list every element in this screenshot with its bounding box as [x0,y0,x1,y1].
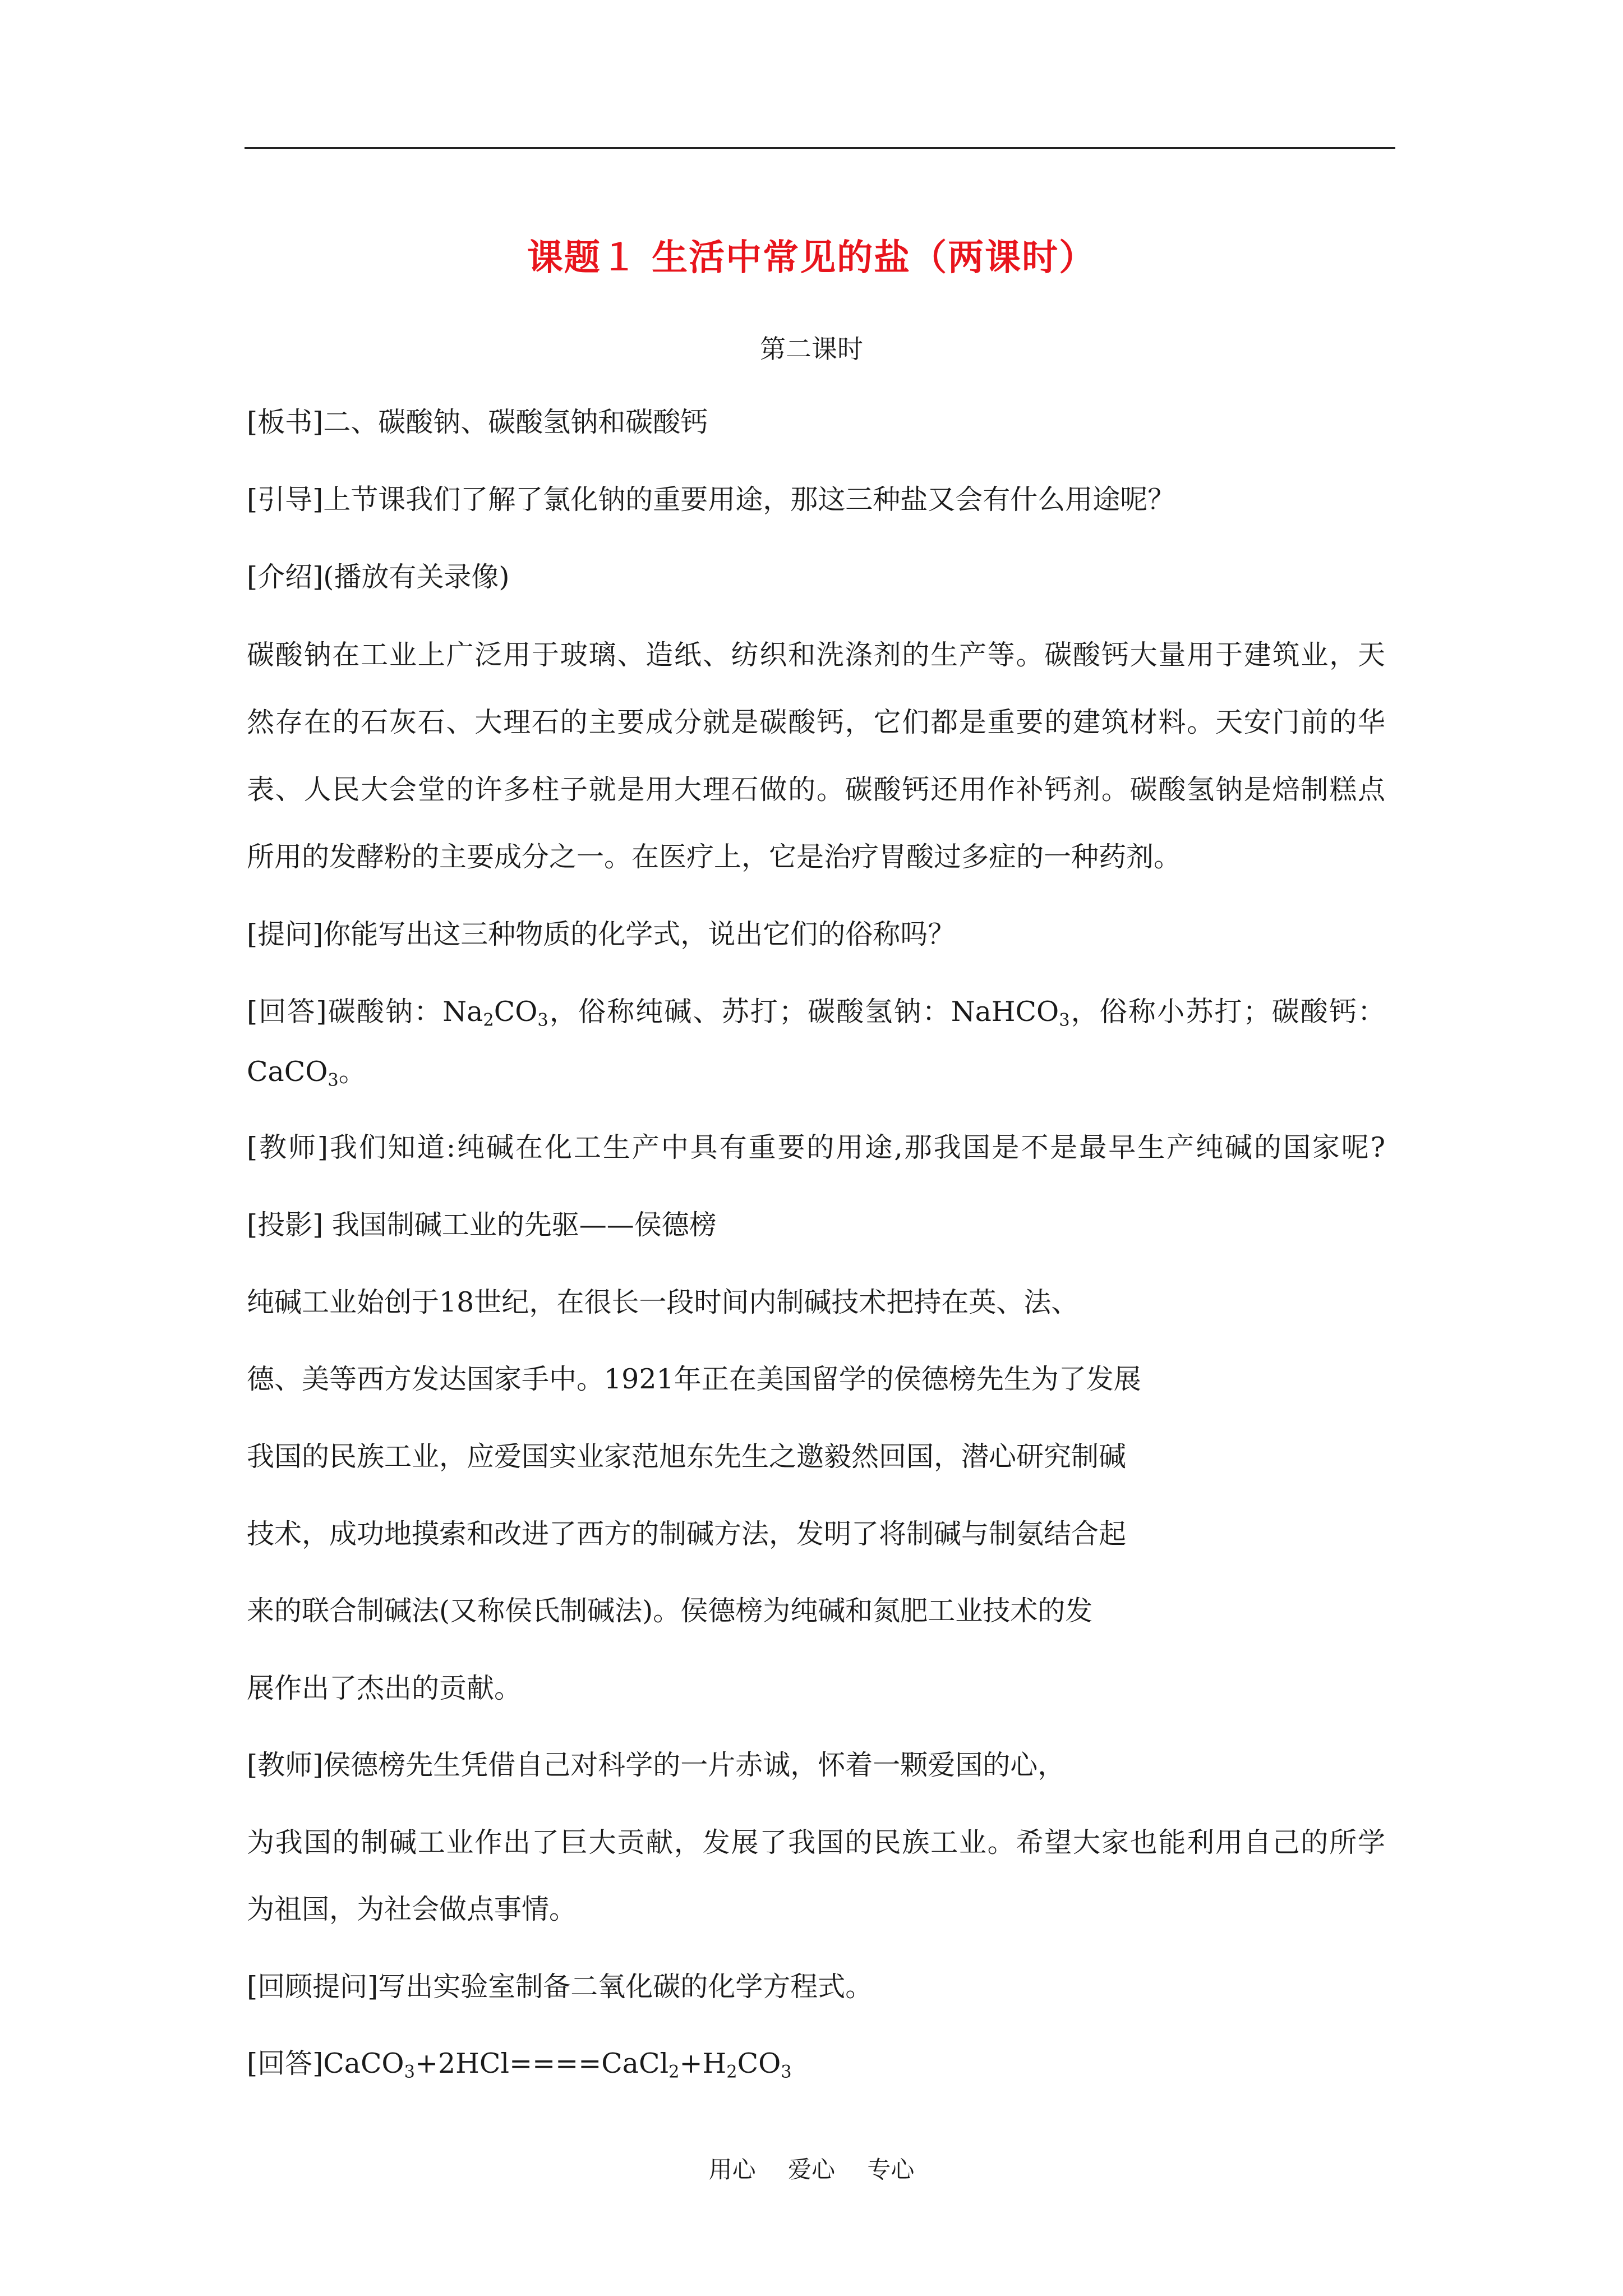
answer-formulas-line: [回答]碳酸钠：$Na_2CO_3$，俗称纯碱、苏打；碳酸氢钠：NaHCO$_3$，俗称小苏打；碳酸钙： [247,996,1385,1030]
teacher-paragraph: [教师]我们知道:纯碱在化工生产中具有重要的用途,那我国是不是最早生产纯碱的国家呢? [247,1131,1385,1163]
teacher-paragraph-line: 为我国的制碱工业作出了巨大贡献，发展了我国的民族工业。希望大家也能利用自己的所学 [247,1826,1385,1858]
footer-word: 用心 [708,2156,756,2183]
footer-word: 爱心 [787,2156,835,2183]
board-note: [板书]二、碳酸钠、碳酸氢钠和碳酸钙 [247,406,708,438]
page-title: 课题１ 生活中常见的盐（两课时） [527,237,1096,279]
intro-paragraph-line: 所用的发酵粉的主要成分之一。在医疗上，它是治疗胃酸过多症的一种药剂。 [247,841,1182,873]
projection-line: 技术，成功地摸索和改进了西方的制碱方法，发明了将制碱与制氨结合起 [247,1518,1127,1550]
teacher-paragraph: [教师]侯德榜先生凭借自己对科学的一片赤诚，怀着一颗爱国的心， [247,1749,1066,1781]
page-subtitle: 第二课时 [760,334,863,364]
projection-line: 纯碱工业始创于18世纪，在很长一段时间内制碱技术把持在英、法、 [247,1286,1079,1318]
header-rule [245,147,1395,149]
projection-heading: [投影] 我国制碱工业的先驱——侯德榜 [247,1209,717,1241]
equation-answer: [回答]$CaCO_3+2HCl====CaCl_2+H_2CO_3$ [247,2047,792,2082]
question-paragraph: [提问]你能写出这三种物质的化学式，说出它们的俗称吗？ [247,918,956,950]
intro-paragraph-line: 碳酸钠在工业上广泛用于玻璃、造纸、纺织和洗涤剂的生产等。碳酸钙大量用于建筑业，天 [247,639,1385,671]
page-footer [0,2151,1623,2185]
guide-paragraph: [引导]上节课我们了解了氯化钠的重要用途，那这三种盐又会有什么用途呢？ [247,484,1175,516]
projection-line: 来的联合制碱法(又称侯氏制碱法)。侯德榜为纯碱和氮肥工业技术的发 [247,1595,1093,1627]
projection-line: 展作出了杰出的贡献。 [247,1672,522,1704]
intro-label: [介绍](播放有关录像) [247,561,510,593]
footer-word: 专心 [867,2156,915,2183]
intro-paragraph-line: 然存在的石灰石、大理石的主要成分就是碳酸钙，它们都是重要的建筑材料。天安门前的华 [247,706,1385,738]
intro-paragraph-line: 表、人民大会堂的许多柱子就是用大理石做的。碳酸钙还用作补钙剂。碳酸氢钠是焙制糕点 [247,774,1385,806]
teacher-paragraph-line: 为祖国，为社会做点事情。 [247,1893,577,1925]
projection-line: 我国的民族工业，应爱国实业家范旭东先生之邀毅然回国，潜心研究制碱 [247,1441,1127,1473]
review-question: [回顾提问]写出实验室制备二氧化碳的化学方程式。 [247,1971,873,2003]
projection-line: 德、美等西方发达国家手中。1921年正在美国留学的侯德榜先生为了发展 [247,1363,1141,1395]
answer-formulas-line: CaCO$_3$。 [247,1056,366,1091]
